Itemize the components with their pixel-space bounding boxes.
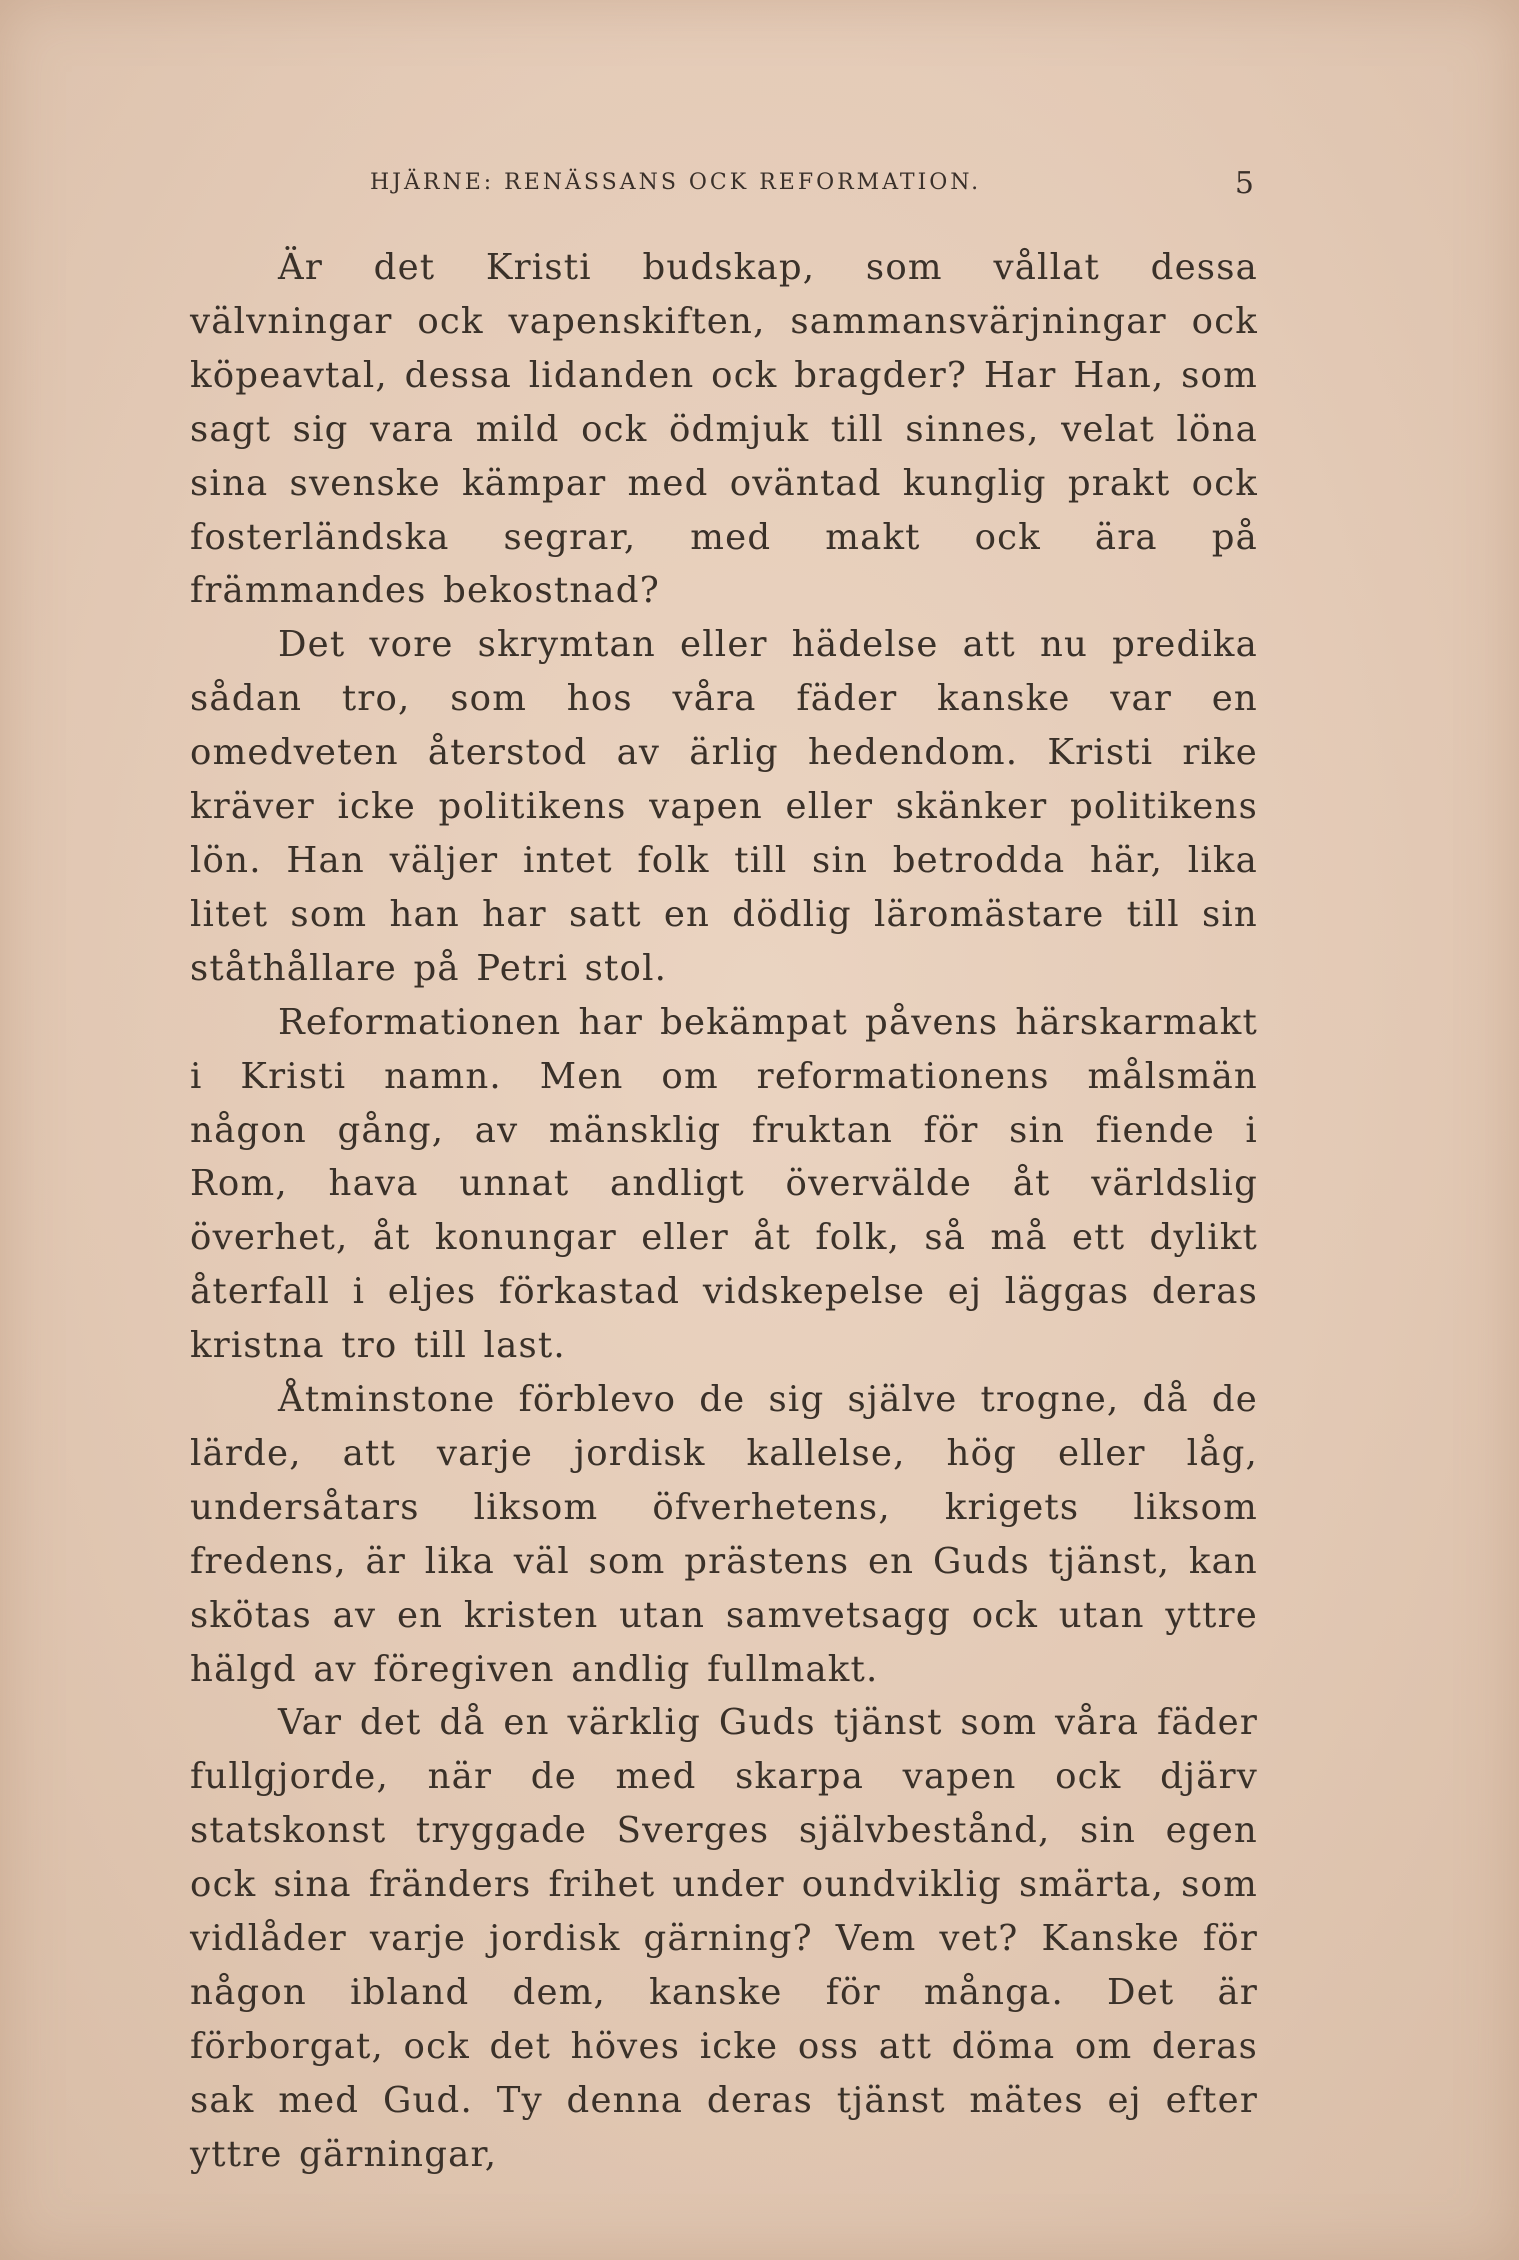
running-head: [190, 166, 1260, 206]
running-title: HJÄRNE: RENÄSSANS OCK REFORMATION.: [370, 170, 982, 195]
paragraph-5: Var det då en värklig Guds tjänst som våra fäder fullgjorde, när de med skarpa vapen ock djärv statskonst tryggade Sverges självbestånd, sin egen ock sina fränders frihet under oundviklig smärta, som vidlåder varje jordisk gärning? Vem vet? Kanske för någon ibland dem, kanske för många. Det är förborgat, ock det höves icke oss att döma om deras sak med Gud. Ty denna deras tjänst mätes ej efter yttre gärningar,: [190, 1702, 1258, 2175]
paragraph-4: Åtminstone förblevo de sig själve trogne, då de lärde, att varje jordisk kallelse, hög eller låg, undersåtars liksom öfverhetens, krigets liksom fredens, är lika väl som prästens en Guds tjänst, kan skötas av en kristen utan samvetsagg ock utan yttre hälgd av föregiven andlig fullmakt.: [190, 1379, 1258, 1690]
paragraph-3: Reformationen har bekämpat påvens härskarmakt i Kristi namn. Men om reformationens målsmän någon gång, av mänsklig fruktan för sin fiende i Rom, hava unnat andligt övervälde åt världslig överhet, åt konungar eller åt folk, så må ett dylikt återfall i eljes förkastad vidskepelse ej läggas deras kristna tro till last.: [190, 1001, 1258, 1367]
paragraph-2: Det vore skrymtan eller hädelse att nu predika sådan tro, som hos våra fäder kanske var en omedveten återstod av ärlig hedendom. Kristi rike kräver icke politikens vapen eller skänker politikens lön. Han väljer intet folk till sin betrodda här, lika litet som han har satt en dödlig läromästare till sin ståthållare på Petri stol.: [190, 624, 1258, 989]
page-number: 5: [1234, 166, 1254, 201]
paragraph-1: Är det Kristi budskap, som vållat dessa välvningar ock vapenskiften, sammansvärjningar ock köpeavtal, dessa lidanden ock bragder? Har Han, som sagt sig vara mild ock ödmjuk till sinnes, velat löna sina svenske kämpar med oväntad kunglig prakt ock fosterländska segrar, med makt ock ära på främmandes bekostnad?: [190, 247, 1258, 612]
body-text: [190, 241, 1258, 2182]
